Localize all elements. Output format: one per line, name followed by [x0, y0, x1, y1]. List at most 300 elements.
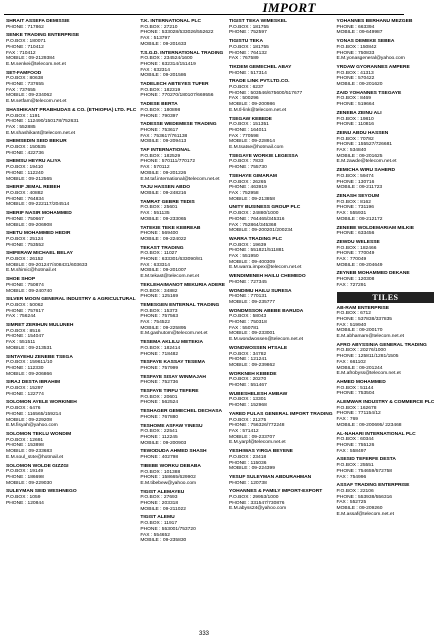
contact-line: P.O.BOX : 50062 [6, 302, 44, 308]
directory-entry [229, 117, 333, 151]
contact-line: PHONE : 570422 [336, 76, 375, 82]
contact-line: P.O.BOX : 1059 [6, 495, 41, 501]
contact-line: MOBILE : 09-649987 [336, 30, 383, 36]
directory-entry [337, 19, 434, 36]
company-name: TEKLEHAIMANOT MEKURIA ADERE [140, 282, 226, 288]
contact-line: MOBILE : 09-229030 [6, 480, 52, 486]
company-name: WORKNEH KEBEDE [229, 371, 277, 377]
contact-line: P.O.BOX : 26152 [6, 257, 44, 263]
contact-line: P.O.BOX : 6476 [6, 406, 41, 412]
contact-line: P.O.BOX : 11917 [140, 521, 178, 527]
company-name: T.K. INTERNATIONAL PLC [140, 19, 202, 24]
directory-entry [229, 346, 333, 369]
company-name: YOHANNES BERHANU MEZGEB [336, 19, 413, 24]
directory-entry [140, 490, 225, 513]
company-name: ZEINU ABDU HASSEN [336, 130, 389, 136]
contact-line: P.O.BOX : 25601 [140, 205, 178, 211]
contact-line: PHONE : 120844 [6, 500, 44, 506]
company-name: ASSAF TRADING ENTERPRISE [336, 483, 410, 489]
contact-line: P.O.BOX : 27210 [140, 24, 178, 30]
contact-line: P.O.BOX : 180898 [140, 107, 181, 113]
page-title: IMPORT [262, 0, 316, 15]
company-name: TESHOME ASFAW YINESU [140, 423, 203, 429]
contact-line: PHONE : 663394 [336, 24, 375, 30]
directory-entry [337, 483, 434, 517]
contact-line: FAX : 632314 [140, 67, 170, 73]
contact-line: E.M.yonasgeneral@yahoo.com [336, 56, 405, 62]
contact-line: PHONE : 562524 [140, 400, 179, 406]
company-name: SENKE TRADING ENTERPRISE [6, 33, 80, 39]
contact-line: MOBILE : 09-200201/200234 [229, 228, 293, 234]
company-name: TADESSE WEDEMESE TRADING [140, 122, 217, 128]
contact-line: FAX : 571412 [229, 429, 259, 434]
company-name: WONDWOSSEN HTSALE [229, 345, 288, 351]
contact-line: PHONE : 112240 [6, 170, 44, 176]
contact-line: MOBILE : 09-233001 [229, 331, 275, 337]
contact-line: E.M.tl-link@telecom.net.et [229, 107, 287, 113]
contact-line: PHONE : 152968 [229, 403, 267, 409]
company-name: SULEYMAN SEID WESHNEGO [6, 489, 77, 495]
company-name: ZEYNEB MOHAMMED DEKANE [336, 271, 410, 277]
directory-entry [140, 360, 225, 371]
contact-line: P.O.BOX : 60344 [336, 437, 374, 443]
contact-line: FAX : 737655 [6, 87, 36, 93]
contact-line: P.O.BOX : 182529 [140, 153, 181, 159]
contact-line: E.M.fisyah@yahoo.com [6, 423, 58, 429]
contact-line: P.O.BOX : 181755 [229, 44, 269, 50]
page-header [0, 0, 408, 14]
directory-entry [140, 19, 225, 48]
contact-line: PHONE : 731196 [336, 205, 374, 211]
contact-line: MOBILE : 09-224399 [229, 466, 275, 472]
company-name: TADESE BERTA [140, 102, 178, 108]
contact-line: P.O.BOX : 6712 [336, 311, 371, 317]
company-name: YONAS DEMEKE SEBEA [336, 39, 395, 45]
directory-entry [337, 226, 434, 237]
contact-line: P.O.BOX : 12691 [6, 437, 44, 443]
company-name: ASESID TEFERFE DESTA [336, 457, 396, 463]
contact-line: PHONE : 186698 [6, 474, 44, 480]
contact-line: PHONE : 112330 [6, 365, 44, 371]
contact-line: FAX : 554652 [140, 532, 170, 538]
contact-line: P.O.BOX : 1191 [6, 113, 41, 119]
contact-line: PHONE : 203318 [140, 501, 179, 507]
directory-entry [229, 79, 333, 113]
contact-line: P.O.BOX : 150842 [336, 44, 377, 50]
company-name: YESHIWAS YIRGA BEYENE [229, 449, 293, 455]
contact-line: PHONE : 757617 [6, 308, 44, 314]
contact-line: E.M.assaf@telecom.net.et [336, 511, 394, 517]
contact-line: MOBILE : 09-201007 [140, 268, 187, 274]
company-name: TAMRAT GEBRE TEDIS [140, 199, 195, 205]
directory-entry [229, 475, 333, 486]
directory-entry [140, 102, 225, 119]
contact-line: MOBILE : 09-206866 [6, 371, 52, 377]
directory-entry [140, 148, 225, 182]
contact-line: MOBILE : 09-225895 [140, 325, 187, 331]
contact-line: FAX : 558497 [336, 448, 367, 454]
directory-entry [140, 200, 225, 223]
directory-entry [6, 33, 136, 67]
company-name: ZEWDU WELESSE [336, 239, 380, 245]
directory-entry [6, 355, 136, 378]
contact-line: FAX : 710412 [6, 50, 36, 56]
directory-entry [140, 246, 225, 280]
directory-entry [6, 297, 136, 320]
contact-line: P.O.BOX : 20270 [229, 377, 267, 383]
directory-entry [6, 380, 136, 397]
directory-entry [140, 375, 225, 386]
contact-line: PHONE : 771154/12 [336, 411, 381, 417]
contact-line: MOBILE : 09-211723 [336, 185, 383, 191]
contact-line: P.O.BOX : 6237 [229, 85, 264, 91]
company-name: AHMED MOHAMMED [336, 379, 386, 385]
directory-entry [140, 424, 225, 447]
contact-line: FAX : 534840 [336, 148, 367, 154]
contact-line: PHONE : 551467 [229, 383, 267, 389]
contact-line: P.O.BOX : 180071 [6, 39, 46, 45]
contact-line: PHONE : 764834 [6, 196, 44, 202]
contact-line: PHONE : 164011 [229, 127, 267, 133]
contact-line: PHONE : 553001/753720 [140, 526, 196, 532]
contact-line: FAX : 767589 [229, 56, 259, 62]
contact-line: PHONE : 767880 [140, 414, 179, 420]
contact-line: FAX : 661102 [336, 359, 366, 365]
directory-entry [6, 323, 136, 352]
company-name: TAJU HASSEN ABDO [140, 185, 191, 191]
contact-line: FAX : 500296 [229, 96, 259, 102]
directory-entry [337, 65, 434, 88]
contact-line: P.O.BOX : 150535 [6, 145, 46, 151]
company-name: TATEKIE TEKE KEBREAB [140, 225, 201, 231]
contact-line: MOBILE : 09-200170 [336, 328, 383, 334]
contact-line: PHONE : 112245 [140, 435, 178, 440]
company-name: ZENEBE WOLDEMARIAM MILKIE [336, 225, 414, 231]
contact-line: MOBILE : 09-233707 [229, 434, 275, 440]
contact-line: MOBILE : 09-224022 [140, 236, 187, 242]
company-name: AFRO ABYSSINIA GENERAL TRADING [336, 342, 427, 348]
contact-line: FAX : 519940 [336, 322, 367, 328]
directory-entry [6, 211, 136, 228]
contact-line: P.O.BOX : 58043 [229, 314, 267, 320]
directory-columns [6, 19, 434, 629]
directory-entry [6, 139, 136, 156]
directory-entry [229, 19, 333, 36]
directory-entry [140, 515, 225, 544]
contact-line: PHONE : 764132 [229, 50, 267, 56]
contact-line: MOBILE : 09-201226 [140, 170, 187, 176]
column-2 [140, 19, 225, 629]
contact-line: PHONE : 770049 [336, 251, 375, 257]
contact-line: E.M.senkei@telecom.net.et [6, 61, 66, 67]
contact-line: PHONE : 463919 [229, 185, 267, 191]
directory-entry [229, 39, 333, 62]
contact-line: MOBILE : 09-201247/408431/603633 [6, 262, 88, 268]
company-name: ALEMWAR INDUSTRY & COMMERCE PLC [336, 400, 434, 406]
directory-entry [337, 343, 434, 377]
contact-line: PHONE : 533028/533026/552622 [140, 30, 214, 36]
contact-line: PHONE : 570111/770172 [140, 159, 196, 165]
directory-entry [140, 409, 225, 420]
contact-line: PHONE : 756326/772248 [229, 423, 285, 429]
company-name: YESUF SULEYMAN ABDURAHMAN [229, 474, 312, 480]
contact-line: PHONE : 115036 [229, 460, 267, 466]
directory-entry [140, 283, 225, 300]
contact-line: PHONE : 737655 [6, 82, 44, 88]
directory-entry [229, 372, 333, 389]
contact-line: PHONE : 755730 [229, 165, 267, 171]
directory-entry [229, 309, 333, 343]
directory-entry [6, 251, 136, 274]
contact-line: E.M.soul_st4e@hotmail.et [6, 454, 64, 460]
contact-line: MOBILE : 09-204649 [336, 262, 383, 268]
contact-line: FAX : 727291 [336, 282, 367, 288]
contact-line: MOBILE : 09-222117/204514 [6, 202, 70, 208]
directory-entry [229, 274, 333, 285]
directory-entry [140, 449, 225, 460]
contact-line: PHONE : 551821/511881 [229, 248, 285, 254]
contact-line: MOBILE : 09-233065 [140, 216, 187, 222]
company-name: WONDMSSON ABEBE BARUDA [229, 308, 304, 314]
contact-line: P.O.BOX : 162678 [336, 405, 377, 411]
contact-line: E.M.afrobyss@telecom.net.et [336, 371, 401, 377]
contact-line: PHONE : 764465/345316 [229, 216, 285, 222]
contact-line: FAX : 770598 [229, 133, 259, 139]
contact-line: PHONE : 790397 [140, 113, 179, 119]
directory-entry [229, 412, 333, 446]
company-name: SIRAJ DESTA IBRAHIM [6, 380, 61, 386]
contact-line: FAX : 570112 [140, 165, 170, 171]
contact-line: MOBILE : 09-400309 [229, 259, 275, 265]
contact-line: FAX : 551135 [140, 211, 170, 217]
contact-line: MOBILE : 09-229208 [6, 417, 52, 423]
contact-line: MOBILE : 09-212565 [6, 176, 52, 182]
company-name: WENDIMENEH HAILU CHEMEDO [229, 274, 306, 280]
directory-entry [337, 306, 434, 340]
directory-entry [6, 489, 136, 506]
contact-line: MOBILE : 09-240740 [6, 288, 52, 294]
contact-line: P.O.BOX : 29953/1000 [229, 495, 279, 501]
contact-line: FAX : 551950 [229, 254, 259, 260]
contact-line: FAX : 769 [336, 417, 359, 423]
directory-entry [337, 131, 434, 165]
contact-line: MOBILE : 09-228914 [229, 139, 275, 145]
directory-entry [140, 389, 225, 406]
company-name: TIGIST ALEMU [140, 515, 175, 521]
contact-line: PHONE : 750318 [229, 320, 267, 326]
contact-line: P.O.BOX : 15373 [140, 308, 178, 314]
contact-line: PHONE : 753617 [140, 127, 179, 133]
contact-line: E.M.taf.international@telecom.net.et [140, 176, 220, 182]
contact-line: MOBILE : 09-201633 [140, 41, 187, 47]
contact-line: PHONE : 633456 [336, 231, 375, 237]
contact-line: MOBILE : 09-200695/ 223468 [336, 422, 402, 428]
company-name: SHOE SHOP [6, 277, 36, 283]
directory-entry [229, 65, 333, 76]
contact-line: P.O.BOX : 181755 [229, 24, 269, 30]
company-name: SHASHIKANT PRABHUDAS & CO. (ETHIOPIA) LTD. PLC [6, 107, 137, 113]
contact-line: MOBILE : 09-233683 [6, 449, 52, 455]
company-name: TESFAYE KASSAY TESEMA [140, 360, 206, 366]
contact-line: PHONE : 130716 [336, 179, 375, 185]
directory-entry [337, 432, 434, 455]
contact-line: PHONE : 125169 [140, 294, 179, 300]
contact-line: PHONE : 155527/726681 [336, 142, 393, 148]
directory-entry [6, 277, 136, 294]
contact-line: FAX : 513797 [140, 36, 170, 42]
company-name: SHEMSEDIN SEID BEKUR [6, 139, 67, 145]
contact-line: PHONE : 750874 [6, 282, 44, 288]
contact-line: PHONE : 569400 [140, 231, 179, 237]
contact-line: MOBILE : 09-211022 [140, 506, 186, 512]
directory-entry [337, 39, 434, 62]
contact-line: P.O.BOX : 19149 [6, 469, 44, 475]
directory-entry [337, 194, 434, 223]
directory-entry [229, 489, 333, 512]
contact-line: FAX : 770049 [336, 257, 367, 263]
company-name: TAF INTERNATIONAL [140, 148, 191, 154]
contact-line: P.O.BOX : 15297 [6, 386, 44, 392]
company-name: WARRA TRADING PLC [229, 236, 283, 242]
directory-entry [337, 400, 434, 429]
contact-line: P.O.BOX : 22106 [336, 488, 374, 494]
directory-entry [229, 449, 333, 472]
company-name: TRADE LINK PVT.LTD.CO. [229, 79, 290, 85]
contact-line: E.M.yarpf@telecom.net.et [229, 440, 286, 446]
directory-entry [6, 159, 136, 182]
column-3 [229, 19, 333, 629]
contact-line: PHONE : 750833 [336, 50, 375, 56]
contact-line: P.O.BOX : 80638 [6, 76, 44, 82]
company-name: YOHANNES & FAMILY IMPORT-EXPORT [229, 489, 323, 495]
directory-entry [6, 231, 136, 248]
company-name: ZENASH SEYOUM [336, 193, 380, 199]
directory-entry [6, 108, 136, 137]
contact-line: P.O.BOX : 22541 [140, 429, 178, 435]
directory-entry [229, 174, 333, 203]
company-name: TIGIST ALEMAYEU [140, 489, 185, 495]
contact-line: P.O.BOX : 26265 [229, 179, 267, 185]
company-name: TEMESGEN ENTERNAL TRADING [140, 302, 220, 308]
contact-line: MOBILE : 09-209260 [336, 506, 383, 512]
directory-entry [337, 91, 434, 108]
company-name: SHETU MOHAMMED HEDIR [6, 231, 71, 237]
directory-entry [229, 289, 333, 306]
directory-entry [6, 71, 136, 105]
contact-line: P.O.BOX : 182414 [140, 345, 181, 351]
directory-entry [337, 168, 434, 191]
company-name: YRDAW GYORANNES AMPERE [336, 64, 410, 70]
directory-entry [140, 464, 225, 487]
company-name: ZAID YOHANNES TSEGAYE [336, 90, 402, 96]
contact-line: PHONE : 752597 [229, 30, 267, 36]
contact-line: MOBILE : 09-206908 [6, 222, 52, 228]
column-4 [337, 19, 434, 629]
contact-line: P.O.BOX : 8162 [336, 199, 371, 205]
company-name: WONDIMU HAILU SURESA [229, 288, 292, 294]
contact-line: MOBILE : 09-200986 [229, 102, 275, 108]
directory-entry [140, 226, 225, 243]
contact-line: PHONE : 120308 [336, 277, 375, 283]
company-name: TADELECH ABTEYES TUFER [140, 82, 209, 88]
contact-line: P.O.BOX : 41313 [336, 70, 374, 76]
contact-line: P.O.BOX : 25124 [6, 236, 44, 242]
contact-line: P.O.BOX : 21275 [229, 417, 267, 423]
contact-line: E.M.shimic@hotmail.et [6, 268, 57, 274]
contact-line: PHONE : 753552 [6, 242, 44, 248]
directory-entry [6, 400, 136, 429]
company-name: SOLOMON WOLDE GIZZGI [6, 463, 69, 469]
contact-line: MOBILE : 09-201586 [140, 73, 187, 79]
contact-line: P.O.BOX : 23418 [229, 454, 267, 460]
contact-line: PHONE : 717862 [6, 24, 44, 30]
contact-line: PHONE : 110816 [336, 122, 374, 128]
company-name: WUBESHELESH AMBAW [229, 391, 288, 397]
contact-line: PHONE : 125811/1281/1505 [336, 354, 399, 360]
contact-line: E.M.setfam@telecom.net.et [6, 99, 67, 105]
company-name: SINTAYEHU ZENEBE TSEGA [6, 354, 73, 360]
contact-line: PHONE : 757563 [140, 314, 179, 320]
contact-line: E.M.warra.impex@telecom.net.et [229, 265, 302, 271]
contact-line: P.O.BOX : 182319 [140, 87, 181, 93]
contact-line: P.O.BOX : 40882 [6, 190, 44, 196]
contact-line: FAX : 633314 [140, 262, 170, 268]
company-name: SILVER MOON GENERAL INDUSTRY & AGRICULTURAL [6, 297, 136, 303]
contact-line: PHONE : 537838/337835 [336, 316, 393, 322]
contact-line: MOBILE : 09-200903 [140, 440, 187, 446]
company-name: TEWODUDA AHMED SHASH [140, 449, 207, 455]
contact-line: E.M.gashutom@telecom.net.et [140, 331, 208, 337]
company-name: SIMRET ZERIHUN MULUNEH [6, 323, 74, 329]
contact-line: PHONE : 718482 [140, 351, 179, 357]
contact-line: PHONE : 710412 [6, 44, 44, 50]
contact-line: PHONE : 757999 [140, 365, 179, 371]
contact-line: PHONE : 503546/675600/517677 [229, 90, 303, 96]
contact-line: P.O.BOX : 51144 [336, 385, 374, 391]
contact-line: P.O.BOX : 234524/1600 [140, 56, 193, 62]
contact-line: FAX : 752958 [229, 190, 259, 196]
contact-line: P.O.BOX : 8469 [336, 96, 371, 102]
company-name: SHEMSU HEYRU ALIYA [6, 159, 61, 165]
contact-line: FAX : 551511 [6, 340, 36, 346]
contact-line: E.M.zawde@telecom.net.et [336, 159, 397, 165]
contact-line: FAX : 550781 [229, 325, 259, 331]
contact-line: P.O.BOX : 19410 [6, 165, 44, 171]
contact-line: PHONE : 770270/180107/669556 [140, 93, 214, 99]
company-name: SHIFERAW MICHAEL BELAY [6, 251, 73, 257]
contact-line: P.O.BOX : 24880/1000 [229, 211, 279, 217]
company-name: TESHAGER GEMECHEL DECHASA [140, 409, 223, 415]
contact-line: MOBILE : 09-212172 [336, 216, 383, 222]
contact-line: PHONE : 632314/151419 [140, 61, 196, 67]
company-name: SHERIF NASIR MOHAMMED [6, 211, 72, 217]
company-name: AL-NAHARI INTERNATIONAL PLC [336, 431, 416, 437]
contact-line: E.M.tekast@telecom.net.et [140, 274, 200, 280]
directory-entry [140, 185, 225, 196]
contact-line: P.O.BOX : 11027 [140, 251, 178, 257]
contact-line: PHONE : 154047 [6, 334, 44, 340]
contact-line: MOBILE : 09-201625 [336, 153, 383, 159]
contact-line: MOBILE : 09-239862 [229, 362, 275, 368]
contact-line: P.O.BOX : 8516 [6, 328, 41, 334]
directory-entry [229, 392, 333, 409]
company-name: TEKAST TRADING [140, 245, 184, 251]
company-name: TESEMA AKLILU METEKIA [140, 340, 203, 346]
contact-line: PHONE : 727345 [229, 279, 267, 285]
contact-line: MOBILE : 09-2129384 [6, 56, 55, 62]
directory-entry [337, 111, 434, 128]
contact-line: MOBILE : 09-235830 [140, 538, 187, 544]
